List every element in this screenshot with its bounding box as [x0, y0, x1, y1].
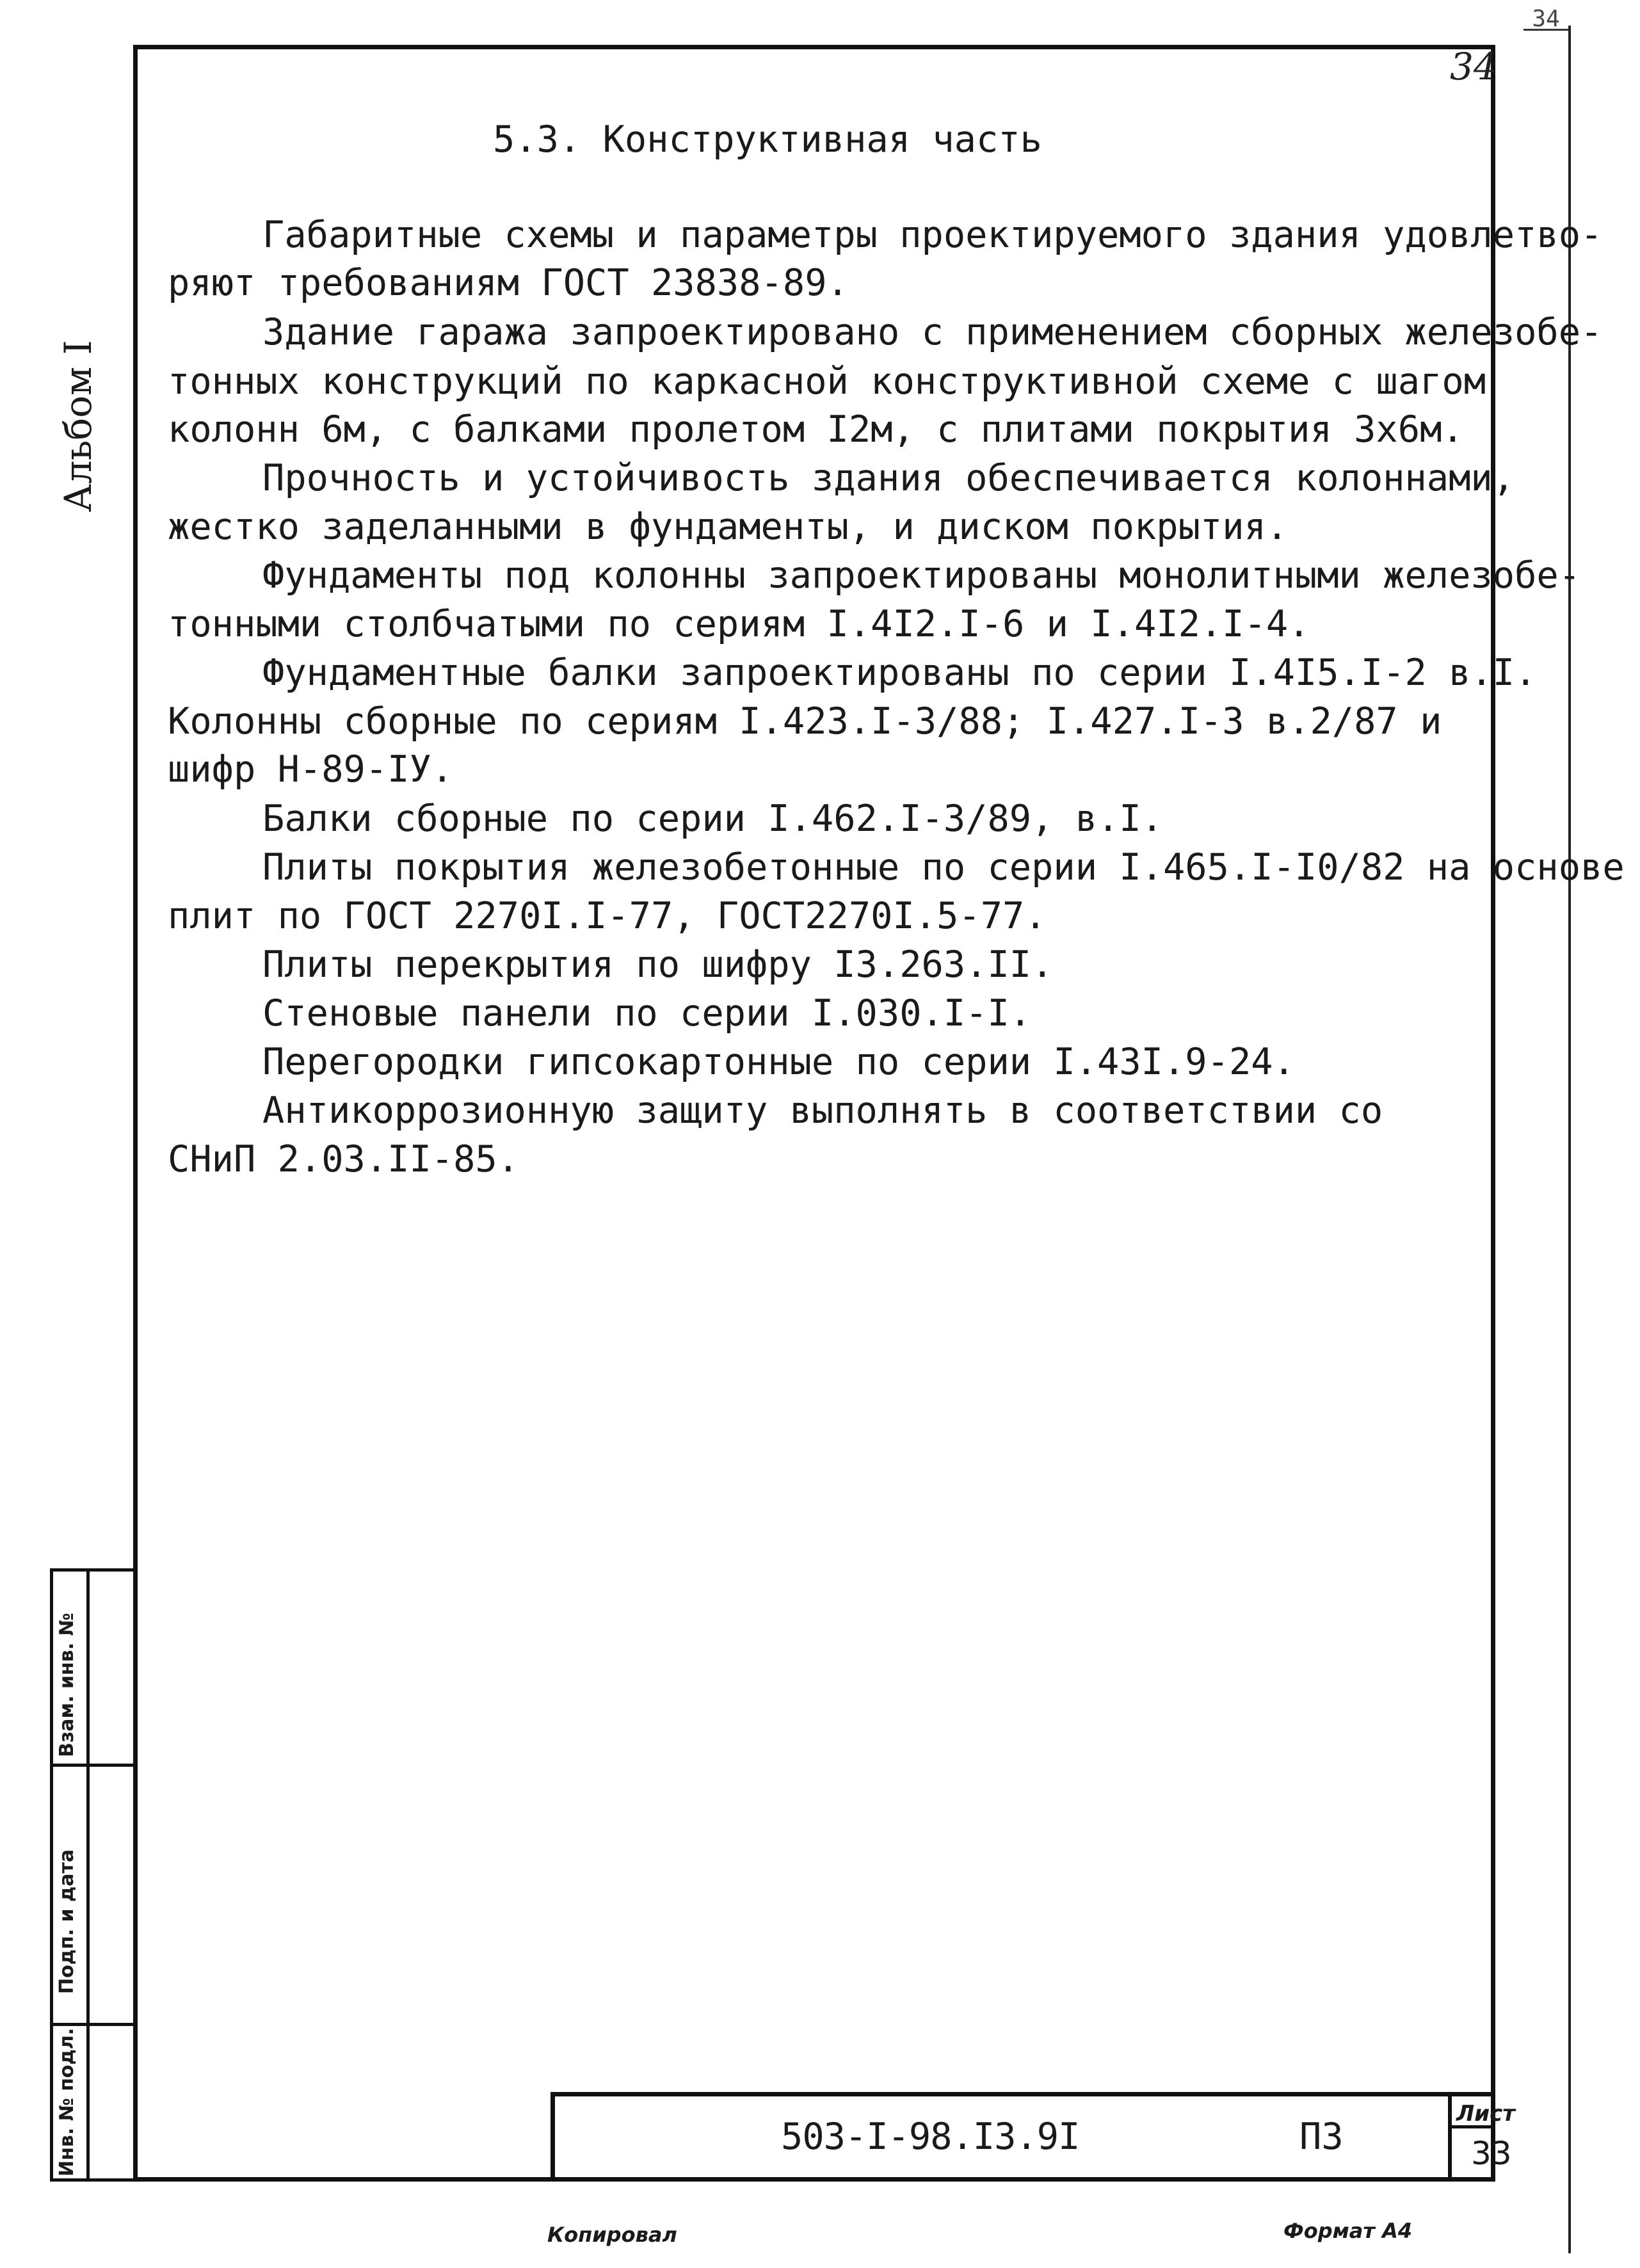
text-line: Антикоррозионную защиту выполнять в соответствии со	[262, 1090, 1383, 1132]
replace-inv-label: Взам. инв. №	[56, 1613, 78, 1757]
text-line: Балки сборные по серии I.462.I-3/89, в.I.	[262, 798, 1163, 840]
side-stamp	[50, 1568, 138, 2182]
text-line: жестко заделанными в фундаменты, и диском покрытия.	[168, 506, 1289, 548]
text-line: Фундаментные балки запроектированы по серии I.4I5.I-2 в.I.	[262, 652, 1537, 694]
text-line: Перегородки гипсокартонные по серии I.43I.9-24.	[262, 1041, 1295, 1083]
sheet-number: 33	[1471, 2135, 1512, 2172]
document-code: 503-I-98.I3.9I	[781, 2116, 1080, 2158]
right-edge-rule	[1568, 26, 1571, 2253]
text-line: колонн 6м, с балками пролетом I2м, с плитами покрытия 3х6м.	[168, 408, 1464, 451]
format-label: Формат А4	[1283, 2219, 1413, 2243]
text-line: Плиты перекрытия по шифру I3.263.II.	[262, 944, 1054, 986]
section-heading: 5.3. Конструктивная часть	[493, 118, 1042, 161]
text-line: Прочность и устойчивость здания обеспечивается колоннами,	[262, 457, 1515, 499]
side-stamp-divider	[53, 1764, 134, 1767]
text-line: Колонны сборные по сериям I.423.I-3/88; I.427.I-3 в.2/87 и	[168, 700, 1442, 743]
text-line: Фундаменты под колонны запроектированы монолитными железобе-	[262, 554, 1581, 597]
text-line: тонных конструкций по каркасной конструктивной схеме с шагом	[168, 360, 1486, 403]
album-label: Альбом I	[56, 340, 100, 512]
sign-date-label: Подп. и дата	[56, 1849, 78, 1994]
text-line: Габаритные схемы и параметры проектируемого здания удовлетво-	[262, 214, 1603, 256]
copied-by-label: Копировал	[547, 2223, 677, 2247]
text-line: Стеновые панели по серии I.030.I-I.	[262, 992, 1032, 1034]
text-line: СНиП 2.03.II-85.	[168, 1138, 520, 1180]
text-line: плит по ГОСТ 2270I.I-77, ГОСТ2270I.5-77.	[168, 895, 1047, 937]
text-line: ряют требованиям ГОСТ 23838-89.	[168, 262, 849, 304]
side-stamp-divider	[53, 2023, 134, 2026]
top-corner-number: 34	[1523, 0, 1568, 31]
text-line: Плиты покрытия железобетонные по серии I.465.I-I0/82 на основе	[262, 846, 1625, 889]
sheet-label: Лист	[1456, 2101, 1515, 2127]
text-line: Здание гаража запроектировано с применением сборных железобе-	[262, 311, 1603, 353]
handwritten-sheet-number: 34	[1450, 45, 1497, 88]
side-stamp-vline	[86, 1572, 90, 2178]
document-type: ПЗ	[1299, 2116, 1344, 2158]
orig-inv-label: Инв. № подл.	[56, 2027, 78, 2176]
text-line: шифр Н-89-IУ.	[168, 748, 454, 791]
text-line: тонными столбчатыми по сериям I.4I2.I-6 и I.4I2.I-4.	[168, 603, 1310, 645]
